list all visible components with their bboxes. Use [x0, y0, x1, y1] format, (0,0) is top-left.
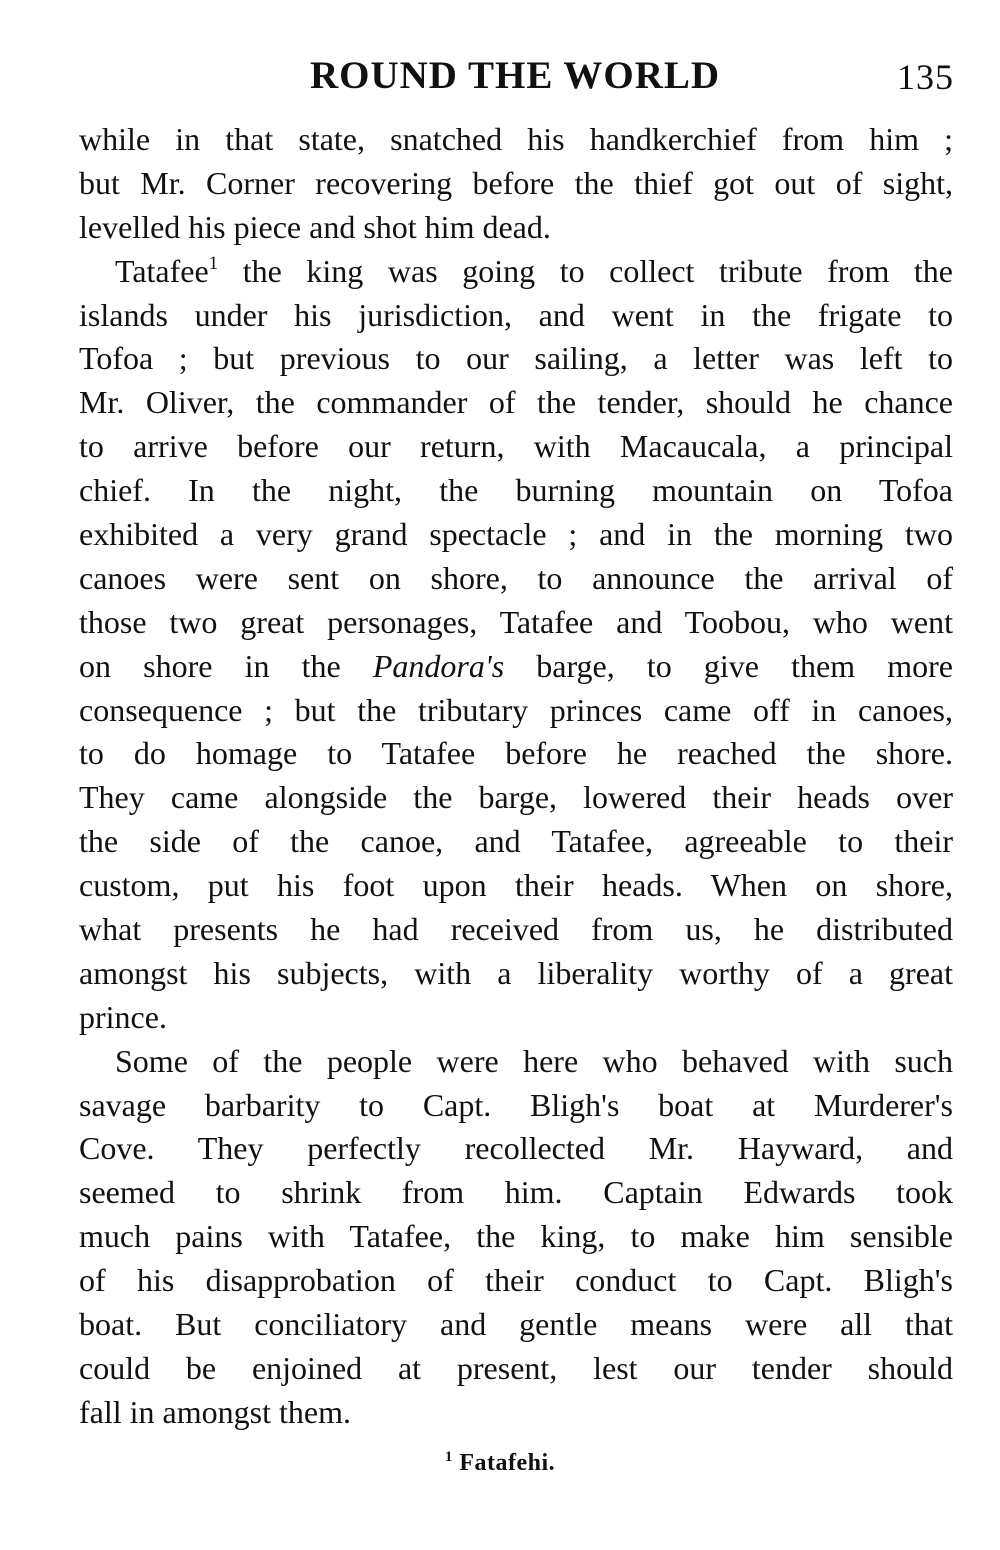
footnote	[0, 1450, 1000, 1477]
text-line: Cove. They perfectly recollected Mr. Hayward, and	[79, 1130, 953, 1167]
text-line: Mr. Oliver, the commander of the tender, should he chance	[79, 384, 953, 421]
text-line: prince.	[79, 998, 167, 1035]
text-line: of his disapprobation of their conduct to Capt. Bligh's	[79, 1262, 953, 1299]
text-line: They came alongside the barge, lowered their heads over	[79, 779, 953, 816]
text-line: much pains with Tatafee, the king, to make him sensible	[79, 1218, 953, 1255]
ship-name: Pandora's	[372, 647, 505, 684]
footnote-marker: 1	[444, 1449, 453, 1465]
text-line: exhibited a very grand spectacle ; and in the morning two	[79, 516, 953, 553]
body-text	[79, 118, 953, 1435]
text-line: to do homage to Tatafee before he reached the shore.	[79, 735, 953, 772]
page-number: 135	[897, 57, 954, 97]
text-line: could be enjoined at present, lest our tender should	[79, 1349, 953, 1386]
text-line: chief. In the night, the burning mountain on Tofoa	[79, 472, 953, 509]
running-title: ROUND THE WORLD	[309, 54, 721, 97]
text-line: those two great personages, Tatafee and Toobou, who went	[79, 603, 953, 640]
text-line: levelled his piece and shot him dead.	[79, 208, 551, 245]
text-line: canoes were sent on shore, to announce the arrival of	[79, 559, 953, 596]
text-fragment: the king was going to collect tribute from the	[218, 252, 953, 289]
text-line: while in that state, snatched his handkerchief from him ;	[79, 121, 953, 157]
text-line: savage barbarity to Capt. Bligh's boat at Murderer's	[79, 1086, 953, 1123]
text-line: the side of the canoe, and Tatafee, agreeable to their	[79, 823, 953, 860]
text-line: to arrive before our return, with Macaucala, a principal	[79, 428, 953, 465]
text-line: Tofoa ; but previous to our sailing, a letter was left to	[79, 340, 953, 377]
text-line: amongst his subjects, with a liberality worthy of a great	[79, 954, 953, 991]
text-line	[79, 645, 953, 689]
text-fragment: Tatafee	[115, 252, 209, 289]
text-fragment: on shore in the	[79, 647, 373, 684]
text-line: fall in amongst them.	[79, 1393, 351, 1430]
footnote-reference: 1	[208, 252, 219, 274]
text-line: but Mr. Corner recovering before the thief got out of sight,	[79, 164, 953, 201]
text-line: what presents he had received from us, he distributed	[79, 911, 953, 948]
running-head	[0, 52, 1000, 100]
text-line: Some of the people were here who behaved with such	[115, 1042, 953, 1079]
text-line	[79, 250, 953, 294]
text-line: seemed to shrink from him. Captain Edwards took	[79, 1174, 953, 1211]
text-line: boat. But conciliatory and gentle means were all that	[79, 1306, 953, 1343]
text-line: islands under his jurisdiction, and went in the frigate to	[79, 296, 953, 333]
text-line: custom, put his foot upon their heads. When on shore,	[79, 867, 953, 904]
footnote-text: Fatafehi.	[459, 1450, 556, 1476]
text-line: consequence ; but the tributary princes came off in canoes,	[79, 691, 953, 728]
text-fragment: barge, to give them more	[504, 647, 954, 684]
